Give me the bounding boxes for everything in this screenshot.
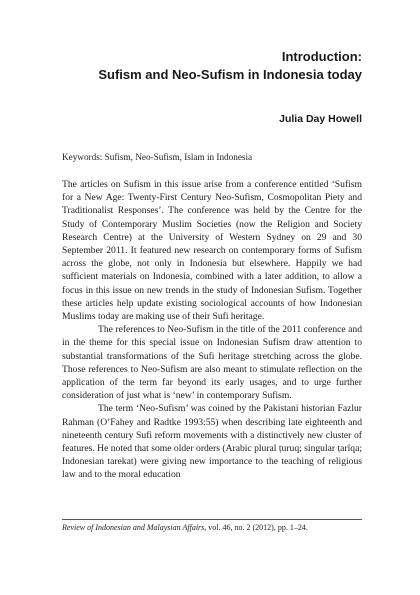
article-body <box>62 178 362 482</box>
paragraph-3: The term ‘Neo-Sufism’ was coined by the Pakistani historian Fazlur Rahman (O’Fahey and Radtke 1993:55) when describing late eighteenth and nineteenth century Sufi reform movements with a distinctively new cluster of features. He noted that some older orders (Arabic plural ṭuruq; singular ṭarîqa; Indonesian tarekat) were giving new importance to the teaching of religious law and to the moral education <box>62 403 362 481</box>
paragraph-1: The articles on Sufism in this issue arise from a conference entitled ‘Sufism for a New Age: Twenty-First Century Neo-Sufism, Cosmopolitan Piety and Traditionalist Responses’. The conference was held by the Centre for the Study of Contemporary Muslim Societies (now the Religion and Society Research Centre) at the University of Western Sydney on 29 and 30 September 2011. It featured new research on contemporary forms of Sufism across the globe, not only in Indonesia but elsewhere. Happily we had sufficient materials on Indonesia, combined with a later addition, to allow a focus in this issue on new trends in the study of Indonesian Sufism. Together these articles help update existing sociological accounts of how Indonesian Muslims today are making use of their Sufi heritage. <box>62 179 362 323</box>
keywords: Keywords: Sufism, Neo-Sufism, Islam in Indonesia <box>62 152 253 162</box>
author-name: Julia Day Howell <box>279 113 362 125</box>
title-line-1: Introduction: <box>281 49 362 64</box>
paragraph-2: The references to Neo-Sufism in the title of the 2011 conference and in the theme for this special issue on Indonesian Sufism draw attention to substantial transformations of the Sufi heritage stretching across the globe. Those references to Neo-Sufism are also meant to stimulate reflection on the application of the term far beyond its early usages, and to urge further consideration of just what is ‘new’ in contemporary Sufism. <box>62 324 362 402</box>
journal-name: Review of Indonesian and Malaysian Affairs <box>62 523 205 532</box>
citation-details: , vol. 46, no. 2 (2012), pp. 1–24. <box>204 523 308 532</box>
footer-divider <box>62 519 362 520</box>
title-line-2: Sufism and Neo-Sufism in Indonesia today <box>98 67 362 82</box>
footer-citation <box>62 523 308 532</box>
article-title <box>98 48 362 84</box>
